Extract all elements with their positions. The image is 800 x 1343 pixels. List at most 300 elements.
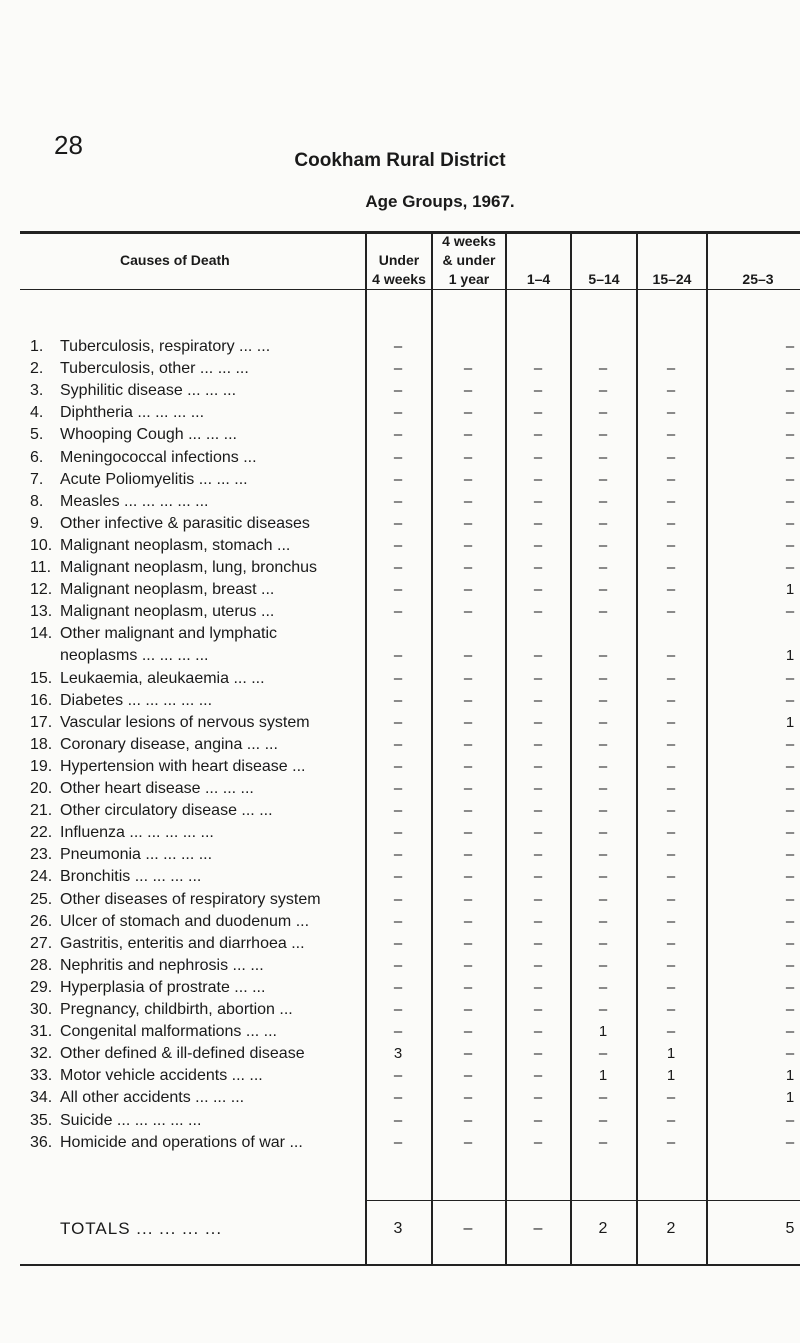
value-cell: – (463, 404, 473, 422)
value-cell: – (785, 448, 795, 466)
value-cell: – (666, 536, 676, 554)
value-cell: – (785, 426, 795, 444)
table-row (0, 802, 800, 824)
table-row (0, 1045, 800, 1067)
cause-label: Ulcer of stomach and duodenum ... (60, 912, 310, 930)
value-cell: – (666, 846, 676, 864)
value-cell: – (393, 846, 403, 864)
value-cell: – (666, 934, 676, 952)
row-number: 12. (30, 581, 53, 599)
value-cell: – (533, 536, 543, 554)
value-cell: – (463, 1023, 473, 1041)
table-row (0, 758, 800, 780)
value-cell: – (598, 669, 608, 687)
value-cell: – (598, 448, 608, 466)
value-cell: – (393, 691, 403, 709)
table-row (0, 338, 800, 360)
value-cell: – (393, 1133, 403, 1151)
value-cell: – (666, 802, 676, 820)
value-cell: – (666, 1111, 676, 1129)
value-cell: – (463, 426, 473, 444)
value-cell: – (533, 448, 543, 466)
value-cell: – (785, 890, 795, 908)
value-cell: – (666, 780, 676, 797)
value-cell: – (393, 470, 403, 488)
value-cell: – (463, 514, 473, 532)
value-cell: – (393, 647, 403, 665)
value-cell: – (393, 1001, 403, 1018)
value-cell: – (393, 669, 403, 687)
cause-label: Malignant neoplasm, uterus ... (60, 603, 275, 621)
value-cell: – (666, 1001, 676, 1018)
cause-label: Motor vehicle accidents ... ... (60, 1067, 263, 1085)
table-row (0, 449, 800, 471)
row-number: 31. (30, 1023, 53, 1041)
value-cell: – (393, 603, 403, 621)
table-row (0, 1134, 800, 1156)
value-cell: – (598, 404, 608, 422)
value-cell: 1 (785, 1067, 795, 1085)
value-cell: – (463, 846, 473, 864)
cause-label: Other defined & ill-defined disease (60, 1045, 305, 1063)
value-cell: – (393, 912, 403, 930)
value-cell: – (785, 536, 795, 554)
row-number: 19. (30, 757, 53, 775)
row-number: 24. (30, 868, 53, 886)
row-number: 14. (30, 625, 53, 643)
row-number: 11. (30, 559, 52, 576)
value-cell: – (393, 581, 403, 599)
cause-label: Bronchitis ... ... ... ... (60, 868, 202, 886)
table-row (0, 957, 800, 979)
table-row (0, 581, 800, 603)
bottom-rule (20, 1264, 800, 1266)
value-cell: – (463, 1089, 473, 1107)
table-row (0, 780, 800, 802)
value-cell: – (533, 802, 543, 820)
header-line: 4 weeks (372, 271, 426, 287)
value-cell: – (393, 1111, 403, 1129)
value-cell: – (463, 470, 473, 488)
table-row (0, 891, 800, 913)
value-cell: – (598, 956, 608, 974)
table-row (0, 1001, 800, 1023)
value-cell: – (598, 978, 608, 996)
table-row (0, 868, 800, 890)
page-number: 28 (54, 130, 83, 160)
value-cell: – (533, 470, 543, 488)
value-cell: – (666, 603, 676, 621)
row-number: 1. (30, 338, 44, 355)
cause-label: Hyperplasia of prostrate ... ... (60, 978, 266, 996)
value-cell: – (598, 824, 608, 842)
value-cell: – (463, 536, 473, 554)
table-row (0, 1089, 800, 1111)
row-number: 35. (30, 1111, 53, 1129)
value-cell: – (393, 934, 403, 952)
value-cell: – (785, 338, 795, 355)
value-cell: – (463, 1067, 473, 1085)
value-cell: – (533, 669, 543, 687)
value-cell: – (598, 890, 608, 908)
table-row (0, 935, 800, 957)
value-cell: – (785, 1111, 795, 1129)
row-number: 28. (30, 956, 53, 974)
value-cell: – (533, 360, 543, 378)
value-cell: – (666, 492, 676, 510)
row-number: 10. (30, 536, 53, 554)
value-cell: – (785, 824, 795, 842)
value-cell: – (666, 559, 676, 576)
cause-label: Pregnancy, childbirth, abortion ... (60, 1001, 293, 1018)
value-cell: – (463, 868, 473, 886)
value-cell: – (533, 978, 543, 996)
value-cell: – (393, 1089, 403, 1107)
value-cell: – (785, 1133, 795, 1151)
table-row (0, 515, 800, 537)
total-cell: 2 (598, 1220, 608, 1237)
value-cell: – (785, 603, 795, 621)
value-cell: – (463, 757, 473, 775)
value-cell: – (598, 1133, 608, 1151)
table-row (0, 603, 800, 625)
value-cell: – (463, 1045, 473, 1063)
header-line: 1 year (448, 271, 490, 287)
value-cell: – (533, 846, 543, 864)
value-cell: – (598, 868, 608, 886)
header-rule (20, 289, 800, 290)
page-title: Cookham Rural District (294, 150, 506, 171)
value-cell: – (393, 890, 403, 908)
value-cell: 1 (598, 1067, 608, 1085)
value-cell: – (533, 647, 543, 665)
value-cell: – (533, 868, 543, 886)
row-number: 15. (30, 669, 53, 687)
value-cell: – (533, 956, 543, 974)
value-cell: – (666, 581, 676, 599)
value-cell: – (598, 780, 608, 797)
value-cell: 1 (785, 1089, 795, 1107)
cause-label: Other circulatory disease ... ... (60, 802, 273, 820)
row-number: 2. (30, 360, 44, 378)
cause-label: Nephritis and nephrosis ... ... (60, 956, 264, 974)
cause-label: Coronary disease, angina ... ... (60, 735, 278, 753)
total-cell: 5 (785, 1220, 795, 1237)
value-cell: – (463, 581, 473, 599)
value-cell: – (463, 934, 473, 952)
value-cell: – (785, 735, 795, 753)
table-row (0, 979, 800, 1001)
value-cell: – (785, 360, 795, 378)
row-number: 18. (30, 735, 53, 753)
row-number: 33. (30, 1067, 53, 1085)
value-cell: – (666, 647, 676, 665)
value-cell: – (463, 912, 473, 930)
row-number: 36. (30, 1133, 53, 1151)
table-row (0, 670, 800, 692)
cause-label: Tuberculosis, other ... ... ... (60, 360, 249, 378)
value-cell: – (533, 382, 543, 400)
value-cell: – (666, 691, 676, 709)
row-number: 34. (30, 1089, 53, 1107)
page-subtitle: Age Groups, 1967. (365, 192, 515, 211)
value-cell: – (666, 669, 676, 687)
value-cell: – (598, 514, 608, 532)
value-cell: – (785, 956, 795, 974)
value-cell: – (533, 912, 543, 930)
value-cell: – (533, 934, 543, 952)
value-cell: – (463, 802, 473, 820)
age-1-4-header: 1–4 (526, 271, 551, 287)
table-row (0, 493, 800, 515)
4-weeks-1-year-header (433, 232, 505, 289)
row-number: 30. (30, 1001, 53, 1018)
row-number: 21. (30, 802, 53, 820)
cause-label: Syphilitic disease ... ... ... (60, 382, 237, 400)
cause-label: Whooping Cough ... ... ... (60, 426, 237, 444)
value-cell: – (533, 1023, 543, 1041)
value-cell: – (666, 470, 676, 488)
value-cell: – (785, 868, 795, 886)
value-cell: – (463, 1111, 473, 1129)
value-cell: – (666, 360, 676, 378)
value-cell: – (598, 581, 608, 599)
value-cell: – (666, 448, 676, 466)
cause-label: Tuberculosis, respiratory ... ... (60, 338, 271, 355)
value-cell: – (463, 735, 473, 753)
value-cell: – (598, 360, 608, 378)
header-line: 4 weeks (442, 233, 496, 249)
value-cell: – (666, 956, 676, 974)
value-cell: – (533, 1089, 543, 1107)
value-cell: – (785, 1001, 795, 1018)
row-number: 27. (30, 934, 53, 952)
value-cell: 1 (666, 1045, 676, 1063)
cause-label: Acute Poliomyelitis ... ... ... (60, 470, 248, 488)
table-row (0, 1112, 800, 1134)
value-cell: – (463, 360, 473, 378)
row-number: 25. (30, 890, 53, 908)
causes-header: Causes of Death (120, 252, 230, 268)
value-cell: – (666, 514, 676, 532)
row-number: 9. (30, 514, 44, 532)
value-cell: – (598, 802, 608, 820)
cause-label: Leukaemia, aleukaemia ... ... (60, 669, 265, 687)
value-cell: – (463, 382, 473, 400)
cause-label: Hypertension with heart disease ... (60, 757, 306, 775)
value-cell: – (666, 824, 676, 842)
value-cell: – (785, 492, 795, 510)
row-number: 7. (30, 470, 44, 488)
value-cell: – (785, 912, 795, 930)
value-cell: – (533, 1001, 543, 1018)
value-cell: – (598, 713, 608, 731)
table-row (0, 404, 800, 426)
header-line: Under (378, 252, 420, 268)
value-cell: – (533, 691, 543, 709)
value-cell: – (393, 713, 403, 731)
value-cell: – (393, 1067, 403, 1085)
value-cell: – (463, 780, 473, 797)
row-number: 3. (30, 382, 44, 400)
value-cell: – (533, 1111, 543, 1129)
value-cell: – (533, 824, 543, 842)
value-cell: – (393, 824, 403, 842)
table-row (0, 360, 800, 382)
cause-label: neoplasms ... ... ... ... (60, 647, 209, 665)
value-cell: – (393, 757, 403, 775)
value-cell: – (666, 890, 676, 908)
totals-label: TOTALS ... ... ... ... (60, 1219, 223, 1238)
value-cell: – (533, 581, 543, 599)
row-number: 6. (30, 448, 44, 466)
value-cell: – (785, 846, 795, 864)
value-cell: – (666, 912, 676, 930)
value-cell: – (463, 669, 473, 687)
value-cell: – (393, 978, 403, 996)
cause-label: All other accidents ... ... ... (60, 1089, 245, 1107)
value-cell: – (666, 404, 676, 422)
value-cell: – (785, 669, 795, 687)
value-cell: – (785, 470, 795, 488)
under-4-weeks-header (367, 251, 431, 289)
value-cell: – (666, 1023, 676, 1041)
value-cell: – (598, 691, 608, 709)
value-cell: – (393, 492, 403, 510)
table-row (0, 625, 800, 647)
cause-label: Malignant neoplasm, breast ... (60, 581, 275, 599)
value-cell: – (393, 735, 403, 753)
value-cell: – (463, 713, 473, 731)
total-cell: – (463, 1220, 473, 1237)
value-cell: – (393, 1023, 403, 1041)
cause-label: Other infective & parasitic diseases (60, 514, 310, 532)
value-cell: 1 (598, 1023, 608, 1041)
cause-label: Meningococcal infections ... (60, 448, 257, 466)
total-cell: – (533, 1220, 543, 1237)
value-cell: – (463, 448, 473, 466)
value-cell: – (463, 603, 473, 621)
value-cell: – (393, 956, 403, 974)
value-cell: – (785, 978, 795, 996)
row-number: 13. (30, 603, 53, 621)
total-cell: 3 (393, 1220, 403, 1237)
value-cell: – (785, 802, 795, 820)
value-cell: – (393, 536, 403, 554)
value-cell: – (533, 492, 543, 510)
value-cell: – (463, 956, 473, 974)
table-row (0, 824, 800, 846)
value-cell: – (463, 890, 473, 908)
value-cell: – (533, 890, 543, 908)
value-cell: – (598, 536, 608, 554)
value-cell: – (393, 868, 403, 886)
value-cell: – (598, 470, 608, 488)
value-cell: – (666, 978, 676, 996)
value-cell: 1 (785, 713, 795, 731)
row-number: 22. (30, 824, 53, 842)
value-cell: – (533, 1133, 543, 1151)
value-cell: – (598, 559, 608, 576)
value-cell: – (666, 735, 676, 753)
value-cell: – (785, 757, 795, 775)
table-row (0, 1023, 800, 1045)
cause-label: Gastritis, enteritis and diarrhoea ... (60, 934, 305, 952)
value-cell: 1 (785, 581, 795, 599)
value-cell: – (598, 1111, 608, 1129)
value-cell: – (598, 757, 608, 775)
value-cell: – (666, 382, 676, 400)
row-number: 16. (30, 691, 53, 709)
value-cell: – (666, 1089, 676, 1107)
table-row (0, 714, 800, 736)
age-15-24-header: 15–24 (652, 271, 692, 287)
value-cell: – (393, 559, 403, 576)
value-cell: – (785, 382, 795, 400)
value-cell: – (785, 404, 795, 422)
table-row (0, 537, 800, 559)
value-cell: – (666, 868, 676, 886)
value-cell: – (393, 802, 403, 820)
table-row (0, 1067, 800, 1089)
value-cell: – (533, 713, 543, 731)
value-cell: – (463, 647, 473, 665)
value-cell: – (598, 912, 608, 930)
value-cell: – (463, 559, 473, 576)
cause-label: Congenital malformations ... ... (60, 1023, 277, 1041)
row-number: 4. (30, 404, 44, 422)
cause-label: Homicide and operations of war ... (60, 1133, 303, 1151)
value-cell: – (785, 559, 795, 576)
cause-label: Other malignant and lymphatic (60, 625, 277, 643)
table-row (0, 913, 800, 935)
value-cell: – (533, 780, 543, 797)
value-cell: – (533, 559, 543, 576)
value-cell: – (463, 691, 473, 709)
value-cell: – (463, 492, 473, 510)
value-cell: – (598, 1045, 608, 1063)
row-number: 20. (30, 780, 53, 797)
table-row (0, 692, 800, 714)
value-cell: – (463, 978, 473, 996)
value-cell: – (533, 1067, 543, 1085)
value-cell: – (533, 404, 543, 422)
cause-label: Diabetes ... ... ... ... ... (60, 691, 213, 709)
value-cell: – (785, 1045, 795, 1063)
value-cell: – (393, 780, 403, 797)
value-cell: 1 (785, 647, 795, 665)
row-number: 26. (30, 912, 53, 930)
row-number: 29. (30, 978, 53, 996)
value-cell: – (785, 780, 795, 797)
row-number: 23. (30, 846, 53, 864)
value-cell: – (463, 1133, 473, 1151)
value-cell: – (393, 382, 403, 400)
row-number: 17. (30, 713, 53, 731)
cause-label: Other diseases of respiratory system (60, 890, 321, 908)
value-cell: – (666, 1133, 676, 1151)
value-cell: 3 (393, 1045, 403, 1063)
age-5-14-header: 5–14 (588, 271, 620, 287)
header-line: & under (442, 252, 496, 268)
value-cell: – (533, 603, 543, 621)
value-cell: – (463, 1001, 473, 1018)
value-cell: – (598, 603, 608, 621)
row-number: 8. (30, 492, 44, 510)
table-row (0, 559, 800, 581)
top-rule (20, 231, 800, 234)
cause-label: Measles ... ... ... ... ... (60, 492, 209, 510)
